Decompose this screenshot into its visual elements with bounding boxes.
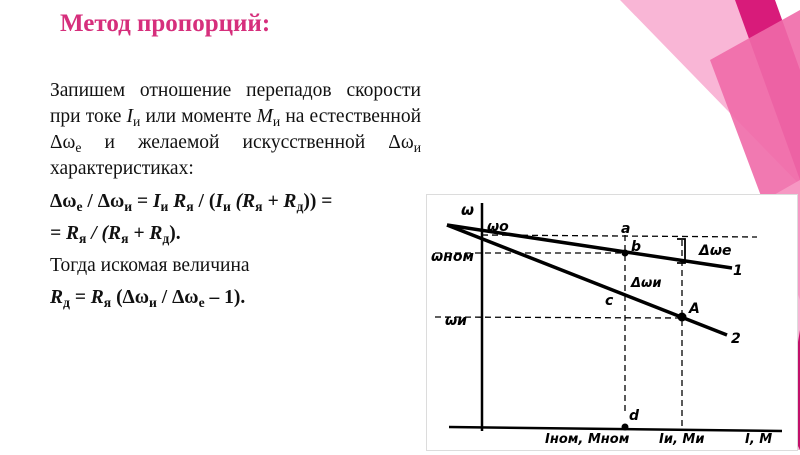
diagram-svg	[427, 195, 797, 450]
point-b	[622, 250, 629, 257]
moment-symbol: M	[256, 106, 273, 127]
label-line-1: 1	[733, 263, 743, 279]
intro-text-1: Запишем отношение перепадов скорости при токе	[50, 80, 421, 127]
label-x-nom: Iном, Mном	[545, 432, 630, 447]
sub-index: и	[272, 114, 281, 129]
label-x-axis: I, M	[745, 432, 773, 447]
label-b: b	[631, 239, 642, 255]
intro-text-2: или моменте	[140, 106, 257, 127]
slide-body	[50, 78, 421, 311]
label-x-i: Iи, Mи	[659, 432, 705, 447]
sub-index: е	[75, 140, 82, 155]
characteristics-diagram	[427, 195, 797, 450]
label-omega-nom: ωном	[431, 249, 474, 265]
intro-paragraph	[50, 78, 421, 182]
label-a: a	[621, 221, 631, 237]
intro-text-5: характеристиках:	[50, 158, 194, 179]
label-A: A	[689, 301, 700, 317]
sub-index: и	[413, 140, 421, 155]
sub-index: и	[133, 114, 141, 129]
x-axis	[449, 427, 782, 431]
point-d	[622, 424, 629, 431]
intro-text-3: на естественной Δω	[50, 106, 421, 153]
then-text: Тогда искомая величина	[50, 255, 250, 276]
label-d: d	[629, 408, 640, 424]
label-omega: ω	[461, 201, 475, 219]
label-c: c	[605, 293, 614, 309]
guide-omega-i	[435, 317, 682, 318]
slide-title: Метод пропорций:	[60, 10, 271, 37]
formula-result: $R_д = R_я$ $(\Delta\omega_и / \Delta\omega_е - 1)$.	[50, 287, 246, 310]
label-delta-we: Δωе	[699, 243, 732, 259]
label-omega0: ωо	[487, 219, 509, 235]
formula-ratio: $\Delta\omega_е / \Delta\omega_и = I_и$ $R_я / (I_и$ $(R_я + R_д)$) =	[50, 191, 333, 214]
intro-text-4: и желаемой искусственной Δω	[81, 132, 414, 153]
label-delta-wi: Δωи	[631, 276, 662, 291]
current-symbol: I	[126, 106, 134, 127]
label-omega-i: ωи	[445, 313, 467, 329]
formula-ratio-continued: = $R_я / (R_я + R_д)$.	[50, 223, 181, 246]
label-line-2: 2	[731, 331, 741, 347]
point-A	[678, 313, 687, 322]
